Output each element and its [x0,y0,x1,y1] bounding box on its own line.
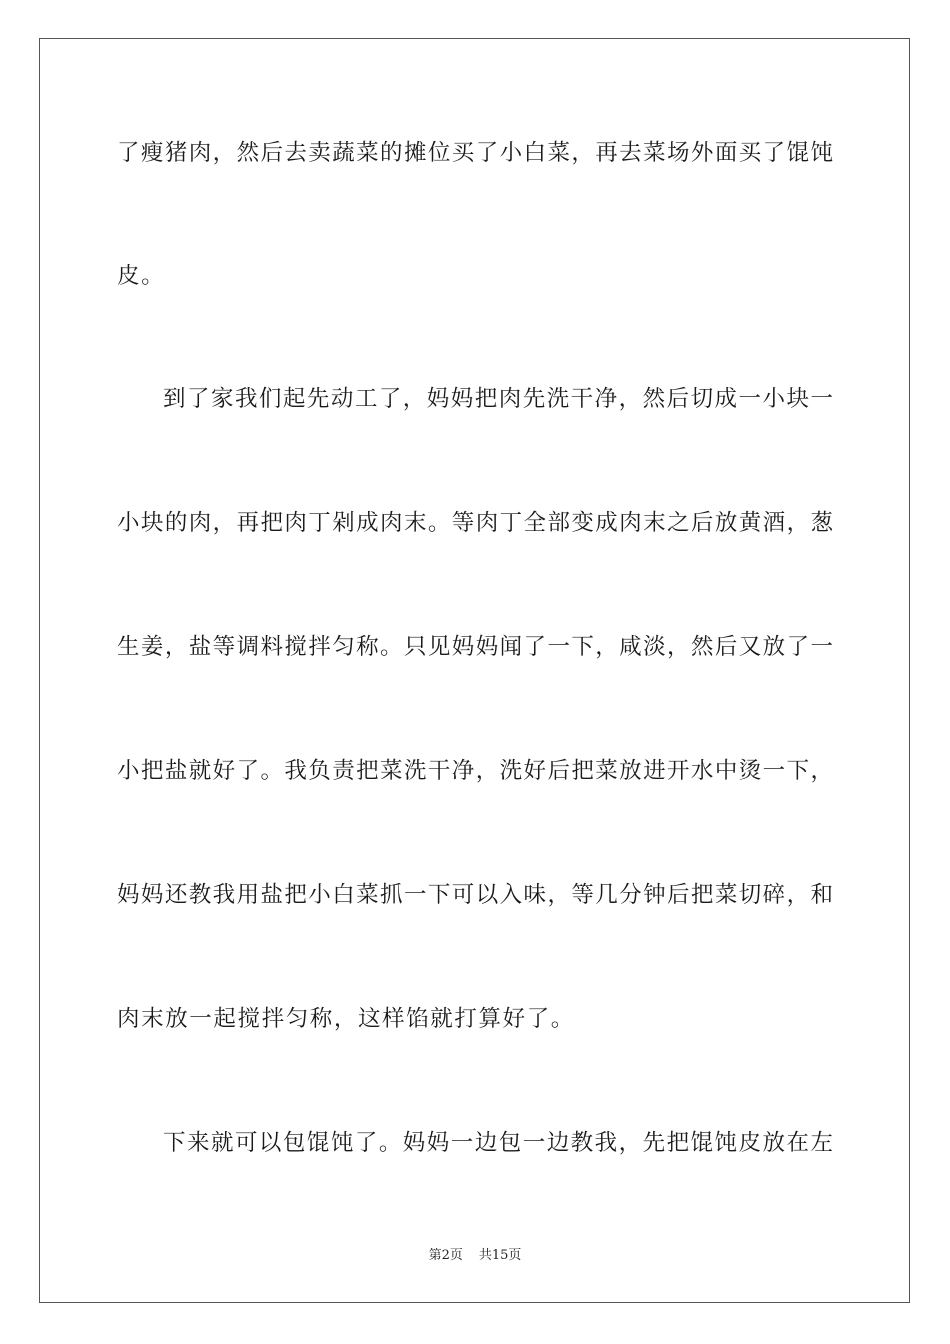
paragraph-line: 生姜，盐等调料搅拌匀称。只见妈妈闻了一下，咸淡，然后又放了一 [117,634,833,660]
page-footer [0,1247,950,1265]
paragraph-line: 妈妈还教我用盐把小白菜抓一下可以入味，等几分钟后把菜切碎，和 [117,882,833,908]
paragraph-line: 小把盐就好了。我负责把菜洗干净，洗好后把菜放进开水中烫一下， [117,758,833,784]
paragraph-line: 了瘦猪肉，然后去卖蔬菜的摊位买了小白菜，再去菜场外面买了馄饨 [117,140,833,166]
page-total: 共15页 [478,1248,522,1263]
page-border [39,38,910,1303]
paragraph-line: 肉末放一起搅拌匀称，这样馅就打算好了。 [117,1006,575,1032]
paragraph-line: 小块的肉，再把肉丁剁成肉末。等肉丁全部变成肉末之后放黄酒，葱 [117,510,833,536]
paragraph-line: 皮。 [117,263,166,289]
paragraph-line: 到了家我们起先动工了，妈妈把肉先洗干净，然后切成一小块一 [163,386,833,412]
paragraph-line: 下来就可以包馄饨了。妈妈一边包一边教我，先把馄饨皮放在左 [163,1130,833,1156]
page-number: 第2页 [428,1248,463,1263]
